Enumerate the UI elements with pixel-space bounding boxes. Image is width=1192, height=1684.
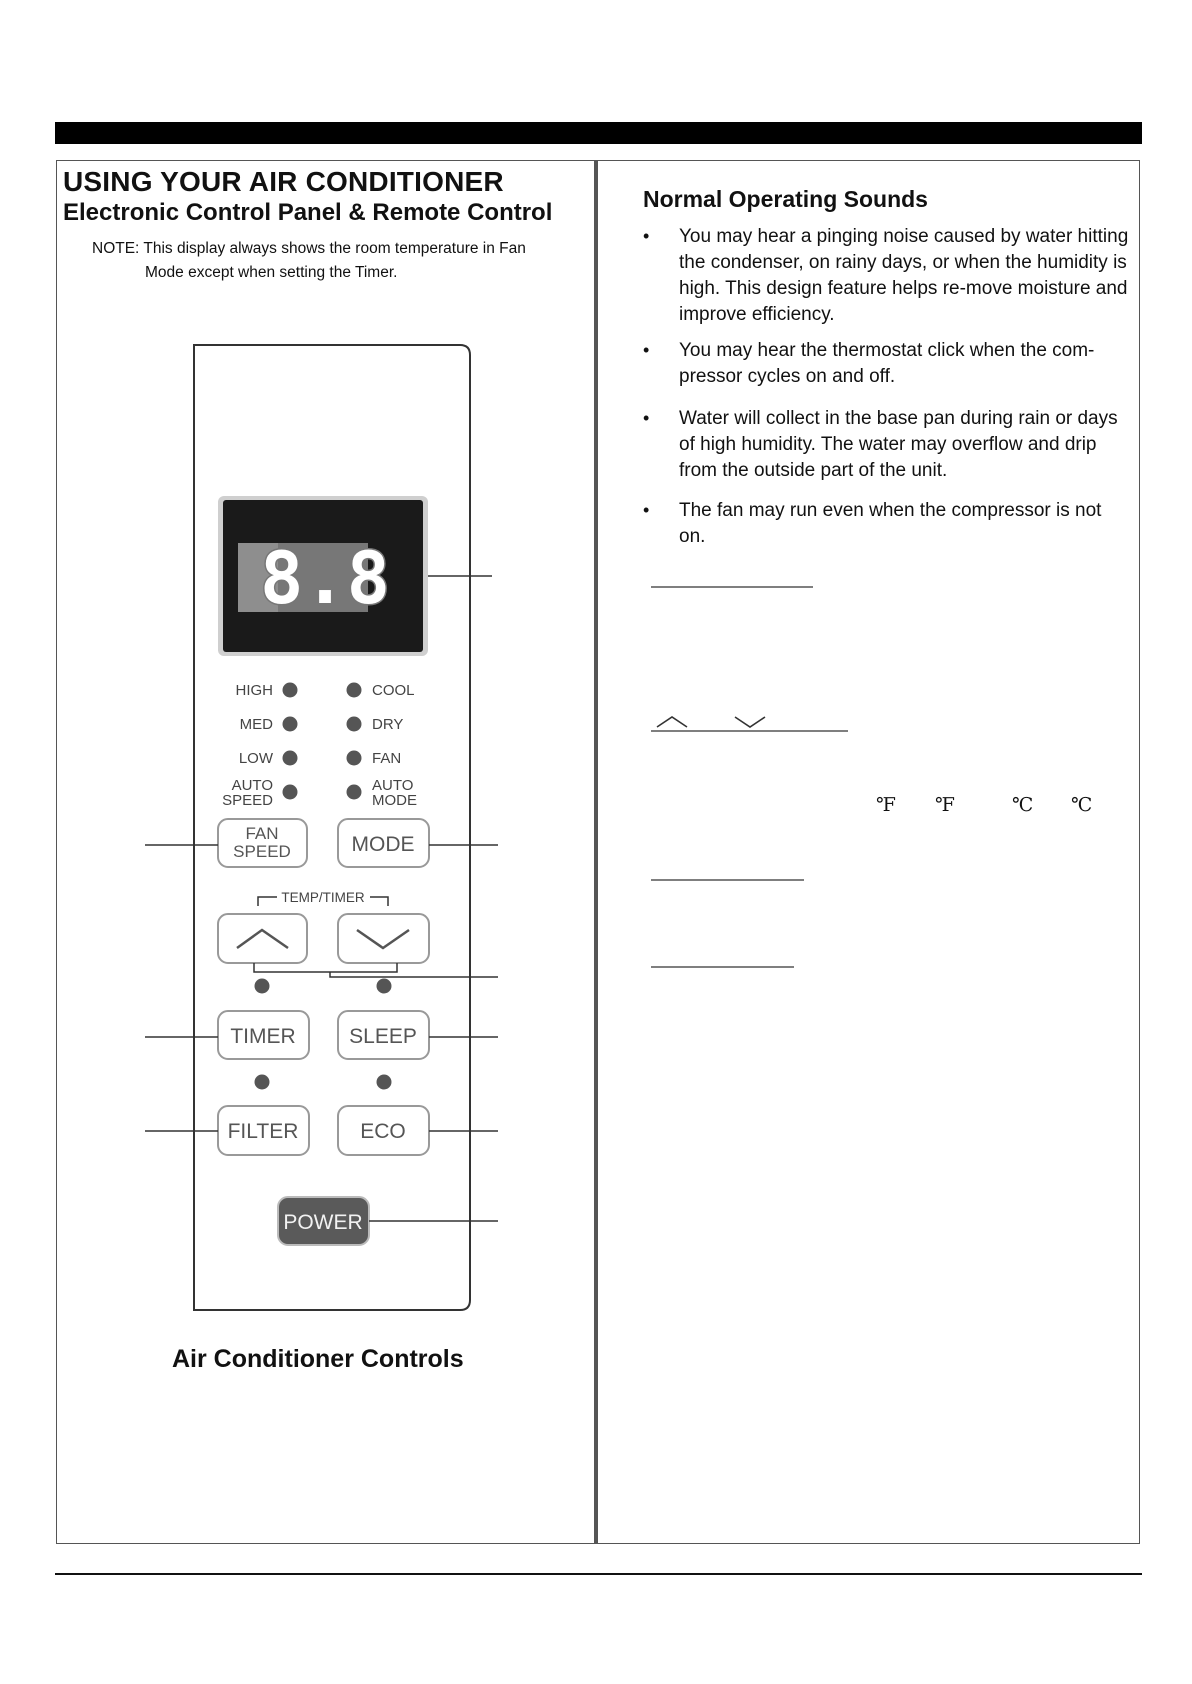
fan-speed-label-1: FAN — [245, 824, 279, 843]
indicator-med-label: MED — [239, 716, 273, 733]
filter-label: FILTER — [227, 1120, 299, 1143]
note-line-2: Mode except when setting the Timer. — [145, 264, 398, 281]
unit-celsius-1: ℃ — [1012, 794, 1034, 816]
eco-label: ECO — [360, 1120, 406, 1143]
page-subtitle: Electronic Control Panel & Remote Control — [63, 199, 553, 226]
unit-celsius-2: ℃ — [1071, 794, 1093, 816]
indicator-auto-speed-label-2: SPEED — [222, 792, 273, 809]
bullet-text-1: You may hear a pinging noise caused by water hitting the condenser, on rainy days, or when the humidity is high. This design feature helps re-move moisture and improve efficiency. — [679, 226, 1129, 325]
bullet-icon: • — [643, 500, 650, 520]
indicator-high-dot — [283, 683, 298, 698]
indicator-dry-label: DRY — [372, 716, 404, 733]
display-digits: 8.8 — [259, 536, 391, 620]
temp-down-button[interactable] — [338, 914, 429, 963]
power-label: POWER — [283, 1211, 363, 1234]
indicator-fan-label: FAN — [372, 750, 402, 767]
fan-speed-label-2: SPEED — [233, 842, 291, 861]
temp-timer-label: TEMP/TIMER — [281, 890, 365, 905]
bullet-text-3: Water will collect in the base pan during rain or days of high humidity. The water may overflow and drip from the outside part of the unit. — [679, 408, 1118, 481]
bullet-icon: • — [643, 408, 650, 428]
bullet-icon: • — [643, 226, 650, 246]
timer-label: TIMER — [230, 1025, 296, 1048]
indicator-low-dot — [283, 751, 298, 766]
temp-up-button[interactable] — [218, 914, 307, 963]
chevron-down-icon — [735, 717, 765, 727]
indicator-fan-dot — [347, 751, 362, 766]
indicator-cool-label: COOL — [372, 682, 415, 699]
note-line-1: NOTE: This display always shows the room temperature in Fan — [92, 240, 526, 257]
indicator-dry-dot — [347, 717, 362, 732]
figure-caption: Air Conditioner Controls — [172, 1345, 464, 1373]
bullet-text-2: You may hear the thermostat click when the com-pressor cycles on and off. — [679, 340, 1095, 387]
sleep-label: SLEEP — [349, 1025, 417, 1048]
filter-indicator-dot — [255, 1075, 270, 1090]
bullet-text-4: The fan may run even when the compressor is not on. — [679, 500, 1102, 547]
indicator-cool-dot — [347, 683, 362, 698]
bullet-icon: • — [643, 340, 650, 360]
eco-indicator-dot — [377, 1075, 392, 1090]
indicator-low-label: LOW — [238, 750, 273, 767]
indicator-med-dot — [283, 717, 298, 732]
unit-fahrenheit-1: ℉ — [876, 794, 896, 816]
page-title: USING YOUR AIR CONDITIONER — [63, 166, 504, 197]
footer-rule — [55, 1573, 1142, 1575]
chevron-up-icon — [657, 717, 687, 727]
indicator-auto-mode-label-2: MODE — [372, 792, 417, 809]
section-title: Normal Operating Sounds — [643, 186, 928, 212]
sleep-indicator-dot — [377, 979, 392, 994]
mode-label: MODE — [351, 833, 415, 856]
indicator-auto-speed-label-1: AUTO — [231, 777, 273, 794]
unit-fahrenheit-2: ℉ — [935, 794, 955, 816]
indicator-high-label: HIGH — [235, 682, 273, 699]
indicator-auto-mode-label-1: AUTO — [372, 777, 414, 794]
indicator-auto-mode-dot — [347, 785, 362, 800]
timer-indicator-dot — [255, 979, 270, 994]
indicator-auto-speed-dot — [283, 785, 298, 800]
